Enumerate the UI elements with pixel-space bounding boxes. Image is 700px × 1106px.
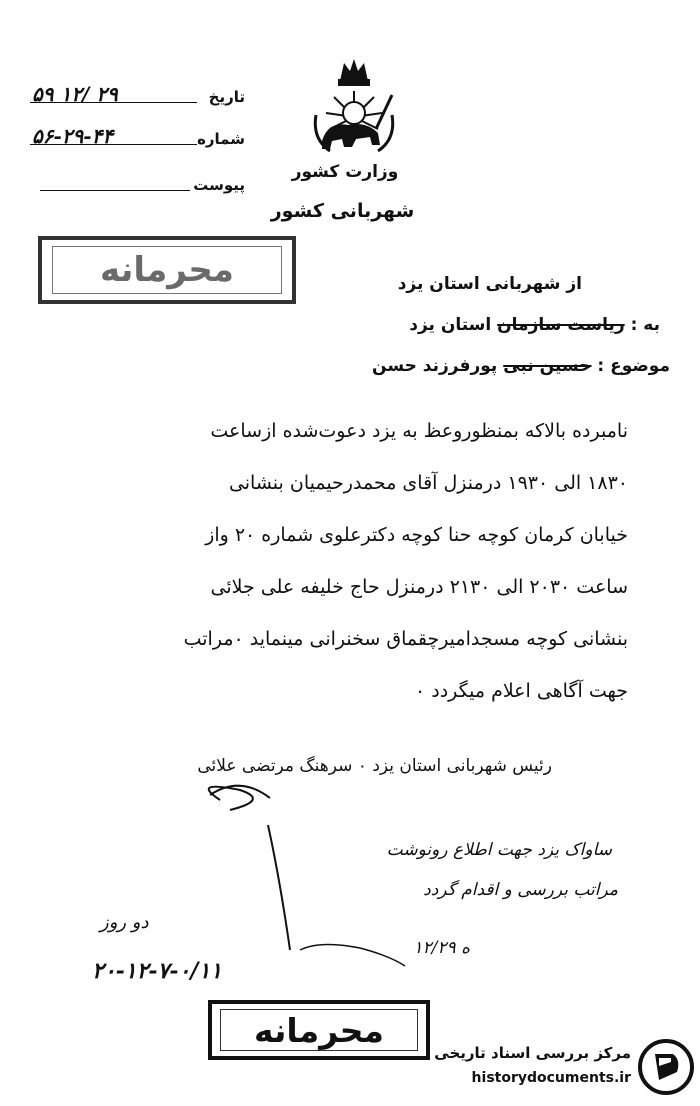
handwritten-scribble-icon (150, 770, 410, 970)
handwritten-note-1: ساواک یزد جهت اطلاع رونوشت (386, 840, 612, 860)
archive-logo-icon (637, 1038, 695, 1096)
stamp-top-text: محرمانه (100, 250, 234, 290)
watermark-url: historydocuments.ir (471, 1070, 631, 1086)
to-line (409, 315, 660, 335)
handwritten-note-2: مراتب بررسی و اقدام گردد (423, 880, 618, 900)
attachment-field (30, 176, 245, 202)
confidential-stamp-top (38, 236, 296, 304)
watermark-name: مرکز بررسی اسناد تاریخی (434, 1044, 631, 1062)
subject-rest: پورفرزند حسن (372, 356, 498, 376)
date-value: ۵۹ ۱۲/ ۲۹ (32, 82, 118, 106)
body-line-2: ۱۸۳۰ الی ۱۹۳۰ درمنزل آقای محمدرحیمیان بنشانی (228, 472, 628, 494)
department-title: شهربانی کشور (270, 200, 415, 222)
number-label: شماره (197, 130, 245, 148)
subject-prefix: موضوع : (597, 356, 670, 376)
to-prefix: به : (630, 315, 660, 335)
number-field (30, 124, 245, 156)
body-line-1: نامبرده بالاکه بمنظوروعظ به یزد دعوت‌شده ازساعت (210, 420, 628, 442)
handwritten-note-3: ه ۱۲/۲۹ (413, 938, 470, 958)
confidential-stamp-bottom (208, 1000, 430, 1060)
body-line-4: ساعت ۲۰۳۰ الی ۲۱۳۰ درمنزل حاج خلیفه علی جلائی (210, 576, 628, 598)
date-field (30, 82, 245, 114)
handwritten-left-date: ۲۰-۱۲-۷-۰/۱۱ (92, 958, 222, 984)
subject-line (372, 356, 670, 376)
ministry-title: وزارت کشور (291, 162, 399, 182)
number-value: ۵۶-۲۹-۴۴ (32, 124, 114, 148)
body-line-3: خیابان کرمان کوچه حنا کوچه دکترعلوی شماره ۲۰ واز (205, 524, 628, 546)
from-line: از شهربانی استان یزد (397, 274, 582, 294)
lion-and-sun-emblem-icon (308, 55, 400, 155)
body-line-6: جهت آگاهی اعلام میگردد ۰ (414, 680, 628, 702)
to-struck: ریاست سازمان (497, 315, 625, 335)
handwritten-left-1: دو روز (100, 912, 149, 933)
body-line-5: بنشانی کوچه مسجدامیرچقماق سخنرانی مینماید ۰مراتب (183, 628, 628, 650)
attachment-underline (40, 190, 190, 191)
to-rest: استان یزد (409, 315, 492, 335)
subject-struck: حسین نبی (503, 356, 592, 376)
date-label: تاریخ (208, 88, 245, 106)
stamp-bottom-text: محرمانه (254, 1010, 384, 1050)
attachment-label: پیوست (193, 176, 245, 194)
signature-line: رئیس شهربانی استان یزد ۰ سرهنگ مرتضی علائی (197, 756, 552, 776)
watermark (412, 1036, 697, 1100)
